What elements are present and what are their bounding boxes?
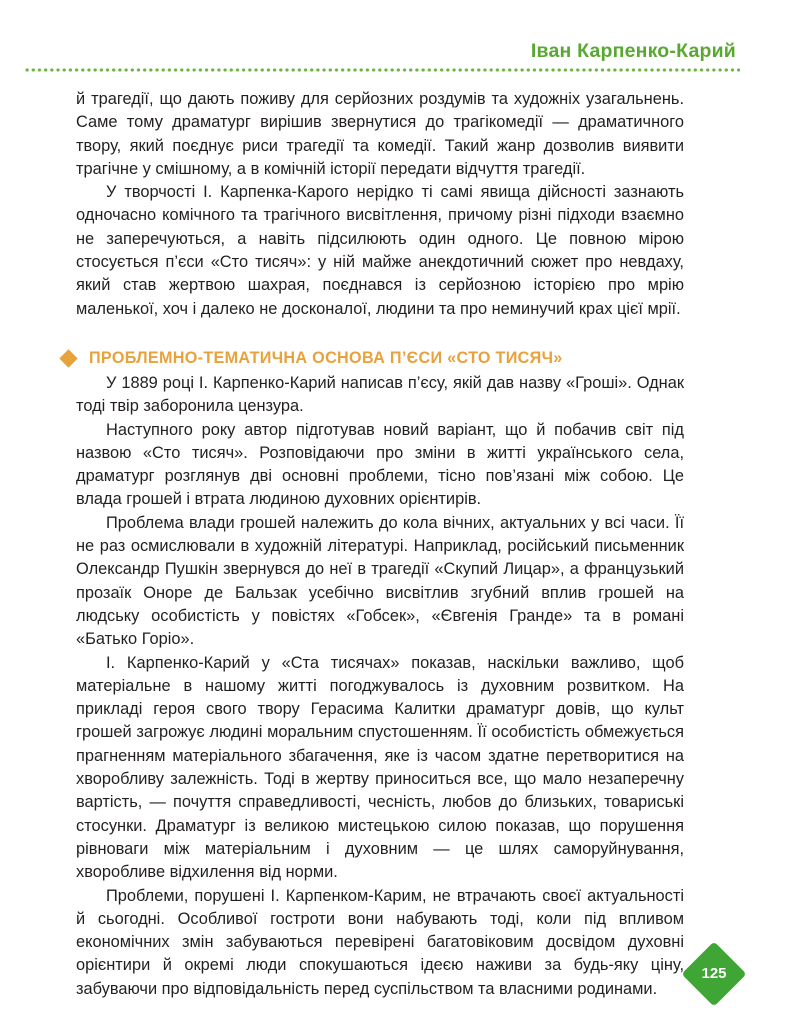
- running-title: Іван Карпенко-Карий: [530, 40, 736, 62]
- paragraph-1: й трагедії, що дають поживу для серйозних роздумів та художніх узагальнень. Саме тому драматург вирішив звернутися до трагікомедії — драматичного твору, який поєднує риси трагедії та комедії. Такий жанр дозволив виявити трагічне у смішному, а в комічній історії передати відчуття трагедії.: [76, 90, 684, 178]
- page-number: 125: [701, 965, 727, 982]
- paragraph-7: Проблеми, порушені І. Карпенком-Карим, не втрачають своєї актуальності й сьогодні. Особливої гостроти вони набувають тоді, коли під впливом економічних змін забуваються перевірені багатовіковим досвідом духовні орієнтири й окремі люди спокушаються ідеєю наживи за будь-яку ціну, забуваючи про відповідальність перед суспільством та власними родинами.: [76, 886, 684, 998]
- page-number-badge: [682, 942, 746, 1006]
- paragraph-2: У творчості І. Карпенка-Карого нерідко ті самі явища дійсності зазнають одночасно комічного та трагічного висвітлення, причому різні підходи взаємно не заперечуються, а навіть підсилюють один одного. Це повною мірою стосується п’єси «Сто тисяч»: у ній майже анекдотичний сюжет про невдаху, який став жертвою шахрая, поєднався із серйозною історією про мрію маленької, хоч і далеко не досконалої, людини та про неминучий крах цієї мрії.: [76, 183, 684, 318]
- diamond-bullet-icon: [59, 349, 77, 367]
- paragraph-6: І. Карпенко-Карий у «Ста тисячах» показав, наскільки важливо, щоб матеріальне в нашому житті погоджувалось із духовним розвитком. На прикладі героя свого твору Герасима Калитки драматург довів, що культ грошей загрожує людині моральним спустошенням. Її особистість обмежується прагненням матеріального збагачення, яке із часом здатне перетворитися на хворобливу залежність. Тоді в жертву приноситься все, що мало незаперечну вартість, — почуття справедливості, чесність, любов до близьких, товариські стосунки. Драматург із великою мистецькою силою показав, що порушення рівноваги між матеріальним і духовним — це шлях саморуйнування, хворобливе відхилення від норми.: [76, 653, 684, 882]
- paragraph-4: Наступного року автор підготував новий варіант, що й побачив світ під назвою «Сто тисяч». Розповідаючи про зміни в житті українського села, драматург розглянув дві основні проблеми, тісно пов’язані між собою. Це влада грошей і втрата людиною духовних орієнтирів.: [76, 420, 684, 509]
- section-heading: [62, 349, 684, 368]
- page-body: [76, 88, 684, 1001]
- section-heading-text: ПРОБЛЕМНО-ТЕМАТИЧНА ОСНОВА П’ЄСИ «СТО ТИСЯЧ»: [89, 348, 563, 367]
- paragraph-3: У 1889 році І. Карпенко-Карий написав п’єсу, якій дав назву «Гроші». Однак тоді твір заборонила цензура.: [76, 373, 684, 416]
- paragraph-5: Проблема влади грошей належить до кола вічних, актуальних у всі часи. Її не раз осмислювали в художній літературі. Наприклад, російський письменник Олександр Пушкін звернувся до неї в трагедії «Скупий Лицар», а французький прозаїк Оноре де Бальзак усебічно висвітлив згубний вплив грошей на людську особистість у повістях «Гобсек», «Євгенія Гранде» та в романі «Батько Горіо».: [76, 513, 684, 649]
- dotted-divider: [24, 68, 740, 72]
